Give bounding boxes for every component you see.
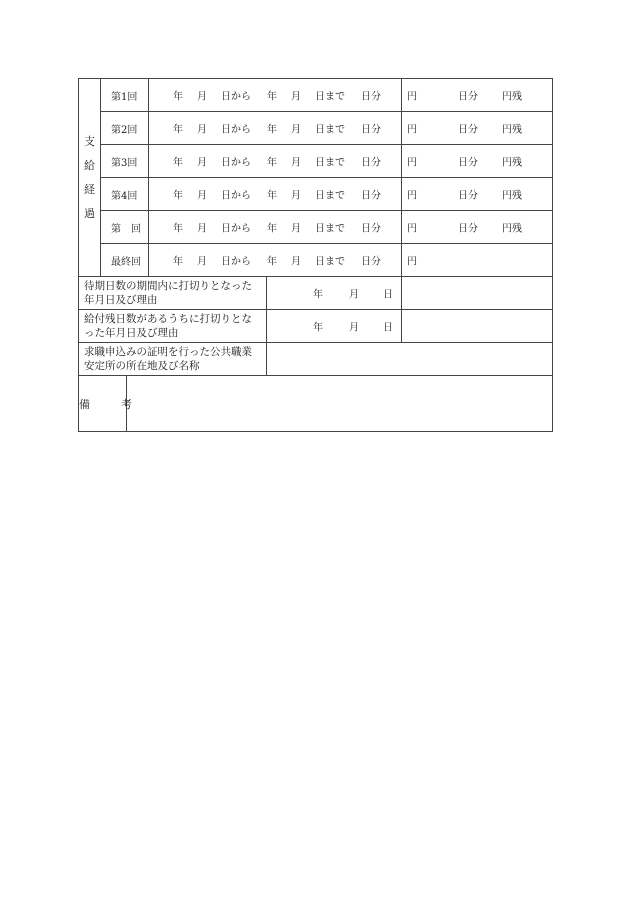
payment-date-range-field[interactable] — [149, 178, 417, 211]
unit-yen-remaining: 円残 — [502, 124, 522, 136]
unit-days: 日分 — [361, 190, 381, 202]
unit-year: 年 — [267, 91, 277, 103]
unit-month: 月 — [197, 256, 207, 268]
unit-day: 日 — [383, 289, 393, 301]
unit-month: 月 — [291, 124, 301, 136]
remarks-label — [79, 376, 142, 432]
termination-waiting-label: 待期日数の期間内に打切りとなった年月日及び理由 — [79, 277, 267, 310]
payment-row — [79, 79, 553, 112]
unit-day-from: 日から — [221, 91, 251, 103]
unit-month: 月 — [197, 91, 207, 103]
payment-date-range-field[interactable] — [149, 244, 417, 277]
unit-day-to: 日まで — [315, 223, 345, 235]
unit-days: 日分 — [361, 256, 381, 268]
unit-days: 日分 — [458, 157, 478, 169]
unit-day-to: 日まで — [315, 157, 345, 169]
section-label-payment-progress — [79, 79, 101, 277]
unit-yen: 円 — [407, 190, 417, 202]
unit-month: 月 — [197, 223, 207, 235]
unit-day-to: 日まで — [315, 256, 345, 268]
unit-year: 年 — [267, 157, 277, 169]
unit-month: 月 — [197, 157, 207, 169]
unit-month: 月 — [291, 157, 301, 169]
unit-day-from: 日から — [221, 190, 251, 202]
unit-day-to: 日まで — [315, 91, 345, 103]
office-row — [79, 343, 553, 376]
unit-day-to: 日まで — [315, 124, 345, 136]
remaining-field[interactable] — [402, 145, 553, 178]
remaining-field[interactable] — [402, 79, 553, 112]
unit-year: 年 — [173, 256, 183, 268]
unit-month: 月 — [291, 190, 301, 202]
payment-row — [79, 178, 553, 211]
unit-month: 月 — [291, 91, 301, 103]
unit-day-from: 日から — [221, 256, 251, 268]
unit-days: 日分 — [458, 223, 478, 235]
unit-day-from: 日から — [221, 124, 251, 136]
unit-month: 月 — [349, 322, 359, 334]
remaining-field-empty[interactable] — [402, 244, 553, 277]
unit-year: 年 — [173, 190, 183, 202]
section-label-char: 支 — [84, 134, 95, 148]
payment-row-label: 第2回 — [101, 112, 149, 145]
termination-remaining-date-field[interactable] — [267, 310, 402, 343]
termination-remaining-label: 給付残日数があるうちに打切りとなった年月日及び理由 — [79, 310, 267, 343]
payment-row — [79, 211, 553, 244]
section-label-char: 給 — [84, 158, 95, 172]
unit-year: 年 — [173, 124, 183, 136]
unit-yen: 円 — [407, 157, 417, 169]
termination-waiting-row — [79, 277, 553, 310]
unit-month: 月 — [291, 256, 301, 268]
office-field[interactable] — [267, 343, 553, 376]
termination-waiting-date-field[interactable] — [267, 277, 402, 310]
unit-yen: 円 — [407, 91, 417, 103]
section-label-char: 過 — [84, 206, 95, 220]
unit-year: 年 — [313, 322, 323, 334]
section-label-char: 経 — [84, 182, 95, 196]
unit-days: 日分 — [458, 190, 478, 202]
unit-year: 年 — [267, 256, 277, 268]
payment-row-label: 第 回 — [101, 211, 149, 244]
unit-days: 日分 — [458, 91, 478, 103]
payment-row-label: 第3回 — [101, 145, 149, 178]
unit-yen: 円 — [407, 256, 417, 268]
payment-date-range-field[interactable] — [149, 79, 417, 112]
unit-year: 年 — [267, 223, 277, 235]
payment-history-table — [78, 78, 553, 432]
payment-row-label: 第4回 — [101, 178, 149, 211]
payment-row-final — [79, 244, 553, 277]
unit-month: 月 — [291, 223, 301, 235]
unit-month: 月 — [349, 289, 359, 301]
unit-day-to: 日まで — [315, 190, 345, 202]
unit-year: 年 — [267, 190, 277, 202]
termination-waiting-reason-field[interactable] — [402, 277, 553, 310]
unit-year: 年 — [313, 289, 323, 301]
payment-row — [79, 145, 553, 178]
termination-remaining-reason-field[interactable] — [402, 310, 553, 343]
termination-remaining-row — [79, 310, 553, 343]
unit-yen-remaining: 円残 — [502, 157, 522, 169]
unit-days: 日分 — [361, 91, 381, 103]
payment-row — [79, 112, 553, 145]
unit-day-from: 日から — [221, 157, 251, 169]
payment-date-range-field[interactable] — [149, 112, 417, 145]
payment-row-label: 第1回 — [101, 79, 149, 112]
remarks-field[interactable] — [127, 376, 553, 432]
payment-date-range-field[interactable] — [149, 145, 417, 178]
unit-days: 日分 — [361, 157, 381, 169]
unit-yen: 円 — [407, 124, 417, 136]
unit-days: 日分 — [458, 124, 478, 136]
payment-date-range-field[interactable] — [149, 211, 417, 244]
unit-days: 日分 — [361, 124, 381, 136]
unit-days: 日分 — [361, 223, 381, 235]
remaining-field[interactable] — [402, 112, 553, 145]
unit-year: 年 — [173, 157, 183, 169]
unit-year: 年 — [173, 91, 183, 103]
payment-row-label: 最終回 — [101, 244, 149, 277]
unit-yen: 円 — [407, 223, 417, 235]
unit-year: 年 — [267, 124, 277, 136]
unit-day-from: 日から — [221, 223, 251, 235]
unit-day: 日 — [383, 322, 393, 334]
unit-yen-remaining: 円残 — [502, 190, 522, 202]
remaining-field[interactable] — [402, 211, 553, 244]
remaining-field[interactable] — [402, 178, 553, 211]
remarks-label-text: 備 考 — [79, 397, 142, 411]
unit-month: 月 — [197, 124, 207, 136]
remarks-row — [79, 376, 553, 432]
unit-month: 月 — [197, 190, 207, 202]
unit-year: 年 — [173, 223, 183, 235]
office-label: 求職申込みの証明を行った公共職業安定所の所在地及び名称 — [79, 343, 267, 376]
unit-yen-remaining: 円残 — [502, 91, 522, 103]
unit-yen-remaining: 円残 — [502, 223, 522, 235]
